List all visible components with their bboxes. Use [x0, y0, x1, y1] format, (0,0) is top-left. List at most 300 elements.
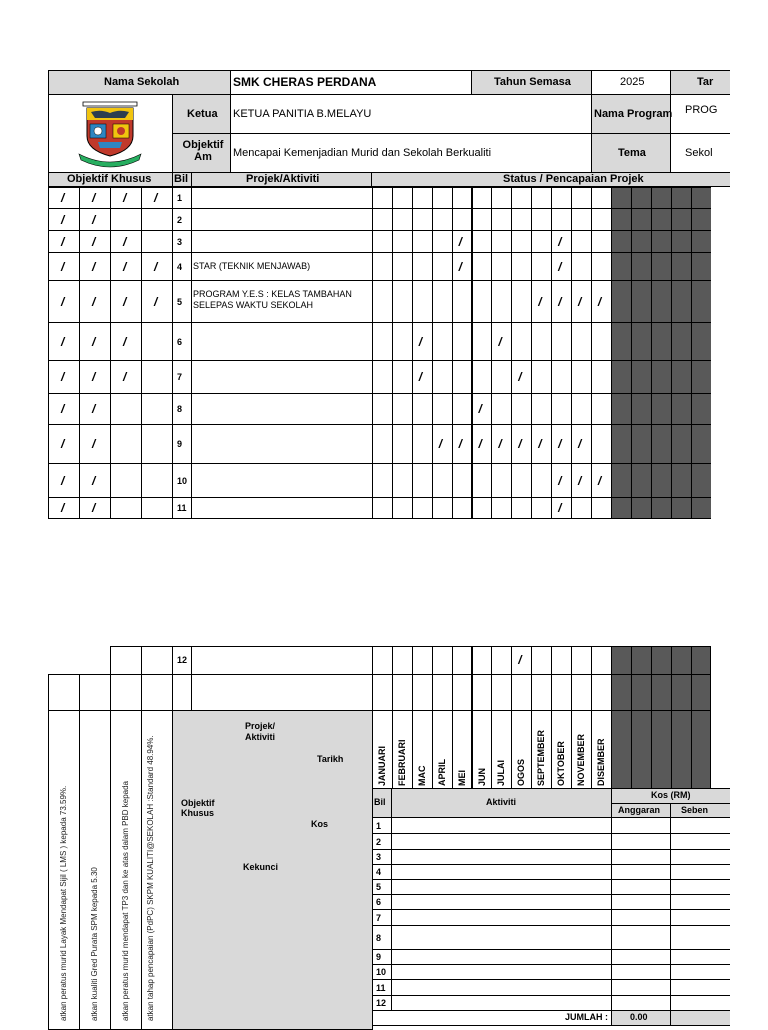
objektif-am-label-cell [172, 133, 231, 173]
status-mark: / [597, 294, 602, 309]
status-mark: / [558, 294, 562, 309]
month-cell [571, 322, 592, 361]
objektif-mark: / [154, 191, 158, 205]
anggaran-cell[interactable] [611, 833, 671, 850]
month-cell [491, 646, 512, 675]
month-cell [372, 393, 393, 425]
sebenar-cell[interactable] [670, 879, 730, 895]
dark-cell [691, 674, 711, 711]
objektif-cell [110, 360, 142, 394]
month-cell [452, 322, 473, 361]
nama-sekolah-value-cell [230, 70, 472, 95]
sebenar-header [670, 803, 730, 818]
objektif-cell [110, 646, 142, 675]
tahun-label-cell [471, 70, 592, 95]
lower-bil-number: 4 [376, 867, 382, 877]
anggaran-cell[interactable] [611, 894, 671, 910]
month-label: FEBRUARI [396, 739, 407, 786]
status-mark: / [578, 437, 582, 451]
month-cell [511, 322, 532, 361]
month-cell [491, 497, 512, 519]
sebenar-cell[interactable] [670, 995, 730, 1011]
objektif-cell [110, 187, 142, 209]
month-cell [531, 463, 552, 498]
sebenar-label: Seben [681, 805, 709, 815]
aktiviti-cell [191, 230, 373, 253]
dark-cell [631, 252, 652, 281]
dark-cell [631, 497, 652, 519]
month-cell [392, 208, 413, 231]
aktiviti-cell [191, 674, 373, 711]
sebenar-cell[interactable] [670, 949, 730, 965]
objektif-khusus-text-cell [79, 710, 111, 1030]
sebenar-cell[interactable] [670, 849, 730, 865]
month-cell [392, 463, 413, 498]
dark-cell [671, 463, 692, 498]
objektif-cell [79, 497, 111, 519]
status-mark: / [558, 259, 562, 274]
bil-number: 1 [177, 193, 183, 203]
month-cell [531, 497, 552, 519]
objektif-cell [110, 280, 142, 323]
dark-cell [671, 674, 692, 711]
month-header-cell [472, 710, 493, 789]
dark-cell [671, 208, 692, 231]
objektif-cell [141, 360, 173, 394]
aktiviti-cell [191, 497, 373, 519]
month-cell [551, 393, 572, 425]
month-cell [392, 674, 413, 711]
month-cell [392, 230, 413, 253]
jumlah-value: 0.00 [630, 1012, 648, 1022]
dark-cell [691, 463, 711, 498]
nama-sekolah-label-cell [48, 70, 231, 95]
lower-bil-label: Bil [374, 797, 386, 807]
bil-number: 2 [177, 214, 183, 225]
month-label: MAC [416, 765, 427, 786]
month-cell [511, 463, 532, 498]
objektif-mark: / [123, 259, 127, 274]
dark-cell [631, 280, 652, 323]
objektif-mark: / [154, 259, 158, 274]
month-header-cell [372, 710, 393, 789]
bil-cell [172, 322, 192, 361]
month-cell [591, 674, 612, 711]
objektif-mark: / [154, 294, 158, 309]
legend-box [172, 710, 373, 1030]
school-crest-icon [73, 98, 147, 168]
sebenar-cell[interactable] [670, 979, 730, 996]
tema-label: Tema [618, 147, 646, 159]
lower-aktiviti-cell[interactable] [391, 817, 612, 834]
objektif-cell [48, 208, 80, 231]
bil-cell [172, 252, 192, 281]
lower-aktiviti-cell[interactable] [391, 995, 612, 1011]
month-cell [571, 674, 592, 711]
lower-aktiviti-cell[interactable] [391, 925, 612, 950]
objektif-mark: / [92, 259, 96, 274]
month-cell [511, 497, 532, 519]
month-cell [591, 252, 612, 281]
sebenar-cell[interactable] [670, 925, 730, 950]
dark-cell [631, 424, 652, 464]
month-cell [491, 187, 512, 209]
status-mark: / [558, 501, 562, 515]
objektif-cell [48, 280, 80, 323]
month-cell [551, 208, 572, 231]
dark-cell [691, 280, 711, 323]
anggaran-cell[interactable] [611, 995, 671, 1011]
objektif-mark: / [61, 402, 65, 416]
anggaran-cell[interactable] [611, 909, 671, 926]
month-cell [372, 674, 393, 711]
month-cell [452, 208, 473, 231]
status-mark: / [458, 437, 462, 451]
lower-aktiviti-cell[interactable] [391, 849, 612, 865]
sebenar-cell[interactable] [670, 909, 730, 926]
month-cell [491, 360, 512, 394]
lower-bil-cell [372, 849, 392, 865]
month-header-cell [432, 710, 453, 789]
aktiviti-cell [191, 252, 373, 281]
objektif-mark: / [92, 234, 96, 249]
month-cell [472, 280, 493, 323]
dark-cell [651, 497, 672, 519]
month-cell [432, 674, 453, 711]
dark-cell [631, 322, 652, 361]
month-cell [432, 360, 453, 394]
dark-cell [651, 424, 672, 464]
anggaran-cell[interactable] [611, 925, 671, 950]
objektif-mark: / [61, 191, 65, 205]
month-cell [571, 424, 592, 464]
objektif-cell [110, 463, 142, 498]
dark-cell [611, 424, 632, 464]
legend-kekunci: Kekunci [243, 862, 279, 872]
dark-cell [611, 393, 632, 425]
month-cell [491, 252, 512, 281]
month-cell [591, 424, 612, 464]
month-cell [591, 646, 612, 675]
bil-cell [172, 497, 192, 519]
sebenar-cell[interactable] [670, 864, 730, 880]
dark-cell [611, 208, 632, 231]
objektif-am-label: Objektif Am [182, 139, 224, 163]
status-mark: / [438, 437, 443, 451]
month-label: JUN [476, 767, 487, 786]
objektif-khusus-text: atkan kualiti Gred Purata SPM kepada 5.30 [90, 867, 99, 1021]
lower-aktiviti-header [391, 788, 612, 818]
bil-header-text: Bil [174, 173, 189, 185]
objektif-cell [110, 322, 142, 361]
status-mark: / [518, 437, 522, 451]
month-cell [491, 230, 512, 253]
status-mark: / [478, 437, 482, 451]
month-cell [372, 463, 393, 498]
lower-bil-cell [372, 909, 392, 926]
anggaran-cell[interactable] [611, 964, 671, 980]
month-cell [432, 497, 453, 519]
month-cell [452, 497, 473, 519]
dark-cell [611, 187, 632, 209]
dark-cell [631, 187, 652, 209]
objektif-mark: / [61, 294, 65, 309]
lower-bil-header [372, 788, 392, 818]
objektif-cell [141, 393, 173, 425]
month-label: JULAI [496, 759, 507, 786]
anggaran-cell[interactable] [611, 879, 671, 895]
dark-cell [691, 393, 711, 425]
bil-cell [172, 646, 192, 675]
month-cell [591, 463, 612, 498]
month-cell [511, 646, 532, 675]
lower-bil-number: 1 [376, 820, 382, 831]
aktiviti-text: STAR (TEKNIK MENJAWAB) [193, 260, 311, 271]
objektif-khusus-text-cell [48, 710, 80, 1030]
month-cell [412, 646, 433, 675]
objektif-mark: / [123, 191, 127, 205]
aktiviti-cell [191, 322, 373, 361]
month-cell [372, 360, 393, 394]
lower-bil-cell [372, 817, 392, 834]
month-cell [591, 360, 612, 394]
objektif-cell [110, 252, 142, 281]
month-cell [432, 424, 453, 464]
month-cell [571, 187, 592, 209]
bil-cell [172, 463, 192, 498]
anggaran-cell[interactable] [611, 949, 671, 965]
lower-aktiviti-cell[interactable] [391, 864, 612, 880]
month-cell [452, 393, 473, 425]
month-cell [432, 208, 453, 231]
dark-cell [651, 280, 672, 323]
anggaran-cell[interactable] [611, 849, 671, 865]
status-mark: / [518, 653, 522, 667]
bil-cell [172, 187, 192, 209]
dark-cell [611, 322, 632, 361]
month-cell [531, 208, 552, 231]
month-cell [571, 360, 592, 394]
dark-cell [611, 646, 632, 675]
lower-bil-number: 3 [376, 852, 382, 862]
dark-cell [691, 322, 711, 361]
sebenar-cell[interactable] [670, 817, 730, 834]
legend-tarikh: Tarikh [317, 754, 344, 764]
anggaran-cell[interactable] [611, 864, 671, 880]
lower-bil-cell [372, 925, 392, 950]
month-cell [392, 424, 413, 464]
month-cell [472, 646, 493, 675]
dark-cell [671, 252, 692, 281]
tahun-label: Tahun Semasa [494, 76, 571, 88]
status-mark: / [597, 473, 602, 488]
month-cell [472, 187, 493, 209]
dark-cell [631, 674, 652, 711]
lower-bil-cell [372, 879, 392, 895]
objektif-mark: / [92, 473, 96, 488]
objektif-mark: / [61, 334, 65, 349]
month-cell [472, 497, 493, 519]
anggaran-cell[interactable] [611, 979, 671, 996]
month-cell [432, 252, 453, 281]
objektif-cell [48, 360, 80, 394]
month-cell [551, 187, 572, 209]
month-header-cell [412, 710, 433, 789]
bil-cell [172, 280, 192, 323]
dark-cell [691, 360, 711, 394]
objektif-cell [110, 230, 142, 253]
lower-bil-number: 11 [376, 982, 386, 993]
kos-label: Kos (RM) [651, 790, 691, 800]
lower-aktiviti-cell[interactable] [391, 949, 612, 965]
anggaran-label: Anggaran [618, 805, 661, 815]
month-cell [452, 280, 473, 323]
lower-bil-number: 2 [376, 836, 382, 847]
objektif-cell [79, 208, 111, 231]
lower-bil-number: 7 [376, 912, 382, 923]
month-cell [392, 360, 413, 394]
dark-cell [611, 280, 632, 323]
lower-aktiviti-cell[interactable] [391, 894, 612, 910]
objektif-cell [141, 497, 173, 519]
anggaran-cell[interactable] [611, 817, 671, 834]
objektif-cell [79, 393, 111, 425]
month-cell [511, 393, 532, 425]
status-mark: / [578, 473, 582, 488]
lower-aktiviti-cell[interactable] [391, 833, 612, 850]
dark-cell [651, 208, 672, 231]
objektif-mark: / [92, 501, 96, 515]
month-cell [472, 463, 493, 498]
month-cell [571, 280, 592, 323]
objektif-khusus-text-cell [110, 710, 142, 1030]
month-cell [531, 424, 552, 464]
month-cell [432, 230, 453, 253]
bil-number: 5 [177, 296, 183, 307]
objektif-khusus-text: atkan tahap pencapaian (PdPC) SKPM KUALITI@SEKOLAH :Standard 48.94%. [146, 735, 155, 1021]
dark-cell [611, 230, 632, 253]
objektif-cell [110, 674, 142, 711]
month-cell [472, 230, 493, 253]
sebenar-cell[interactable] [670, 964, 730, 980]
month-cell [372, 187, 393, 209]
aktiviti-cell [191, 208, 373, 231]
month-label: SEPTEMBER [536, 729, 547, 786]
dark-cell [671, 646, 692, 675]
month-cell [412, 322, 433, 361]
month-cell [472, 424, 493, 464]
month-header-cell [531, 710, 552, 789]
month-cell [452, 424, 473, 464]
bil-cell [172, 208, 192, 231]
month-cell [571, 208, 592, 231]
objektif-cell [141, 463, 173, 498]
ketua-label: Ketua [187, 108, 218, 120]
lower-aktiviti-cell[interactable] [391, 964, 612, 980]
objektif-cell [141, 187, 173, 209]
dark-cell [691, 252, 711, 281]
ketua-value: KETUA PANITIA B.MELAYU [233, 108, 372, 120]
lower-bil-cell [372, 833, 392, 850]
dark-cell [671, 497, 692, 519]
dark-cell [631, 463, 652, 498]
dark-cell [671, 187, 692, 209]
month-cell [452, 252, 473, 281]
objektif-cell [79, 187, 111, 209]
dark-cell [691, 424, 711, 464]
nama-sekolah-value: SMK CHERAS PERDANA [233, 75, 377, 89]
month-cell [432, 322, 453, 361]
dark-cell [691, 710, 711, 789]
status-mark: / [518, 370, 522, 384]
objektif-mark: / [92, 437, 96, 451]
dark-cell [651, 710, 672, 789]
nama-program-value: PROG [685, 104, 718, 116]
month-cell [472, 322, 493, 361]
lower-aktiviti-cell[interactable] [391, 879, 612, 895]
month-cell [452, 463, 473, 498]
month-label: JANUARI [377, 745, 387, 786]
objektif-khusus-text: atkan peratus murid mendapat TP3 dan ke atas dalam PBD kepada [121, 781, 130, 1021]
status-mark: / [558, 234, 562, 249]
month-cell [551, 252, 572, 281]
objektif-mark: / [92, 191, 96, 205]
tema-value: Sekol [685, 147, 713, 159]
month-cell [392, 497, 413, 519]
dark-cell [671, 322, 692, 361]
objektif-cell [48, 393, 80, 425]
month-cell [531, 322, 552, 361]
status-mark: / [498, 437, 502, 451]
lower-bil-number: 9 [376, 952, 382, 962]
month-cell [452, 674, 473, 711]
objektif-mark: / [92, 294, 96, 309]
month-cell [571, 463, 592, 498]
month-cell [412, 360, 433, 394]
month-cell [412, 280, 433, 323]
ketua-value-cell [230, 94, 592, 134]
month-cell [412, 393, 433, 425]
dark-cell [611, 360, 632, 394]
month-label: OGOS [516, 758, 527, 786]
nama-sekolah-label: Nama Sekolah [104, 76, 180, 88]
month-cell [571, 230, 592, 253]
lower-aktiviti-cell[interactable] [391, 979, 612, 996]
objektif-cell [141, 424, 173, 464]
objektif-cell [79, 424, 111, 464]
objektif-cell [48, 674, 80, 711]
lower-aktiviti-cell[interactable] [391, 909, 612, 926]
month-cell [412, 463, 433, 498]
objektif-cell [48, 463, 80, 498]
objektif-cell [79, 322, 111, 361]
objektif-mark: / [92, 334, 96, 349]
objektif-cell [141, 252, 173, 281]
month-cell [491, 463, 512, 498]
dark-cell [671, 360, 692, 394]
sebenar-cell[interactable] [670, 894, 730, 910]
objektif-khusus-text-cell [141, 710, 173, 1030]
sebenar-cell[interactable] [670, 833, 730, 850]
month-cell [511, 360, 532, 394]
month-cell [472, 393, 493, 425]
month-cell [551, 230, 572, 253]
month-cell [571, 497, 592, 519]
objektif-cell [48, 497, 80, 519]
month-cell [531, 230, 552, 253]
nama-program-value-cell [670, 94, 730, 134]
dark-cell [651, 322, 672, 361]
